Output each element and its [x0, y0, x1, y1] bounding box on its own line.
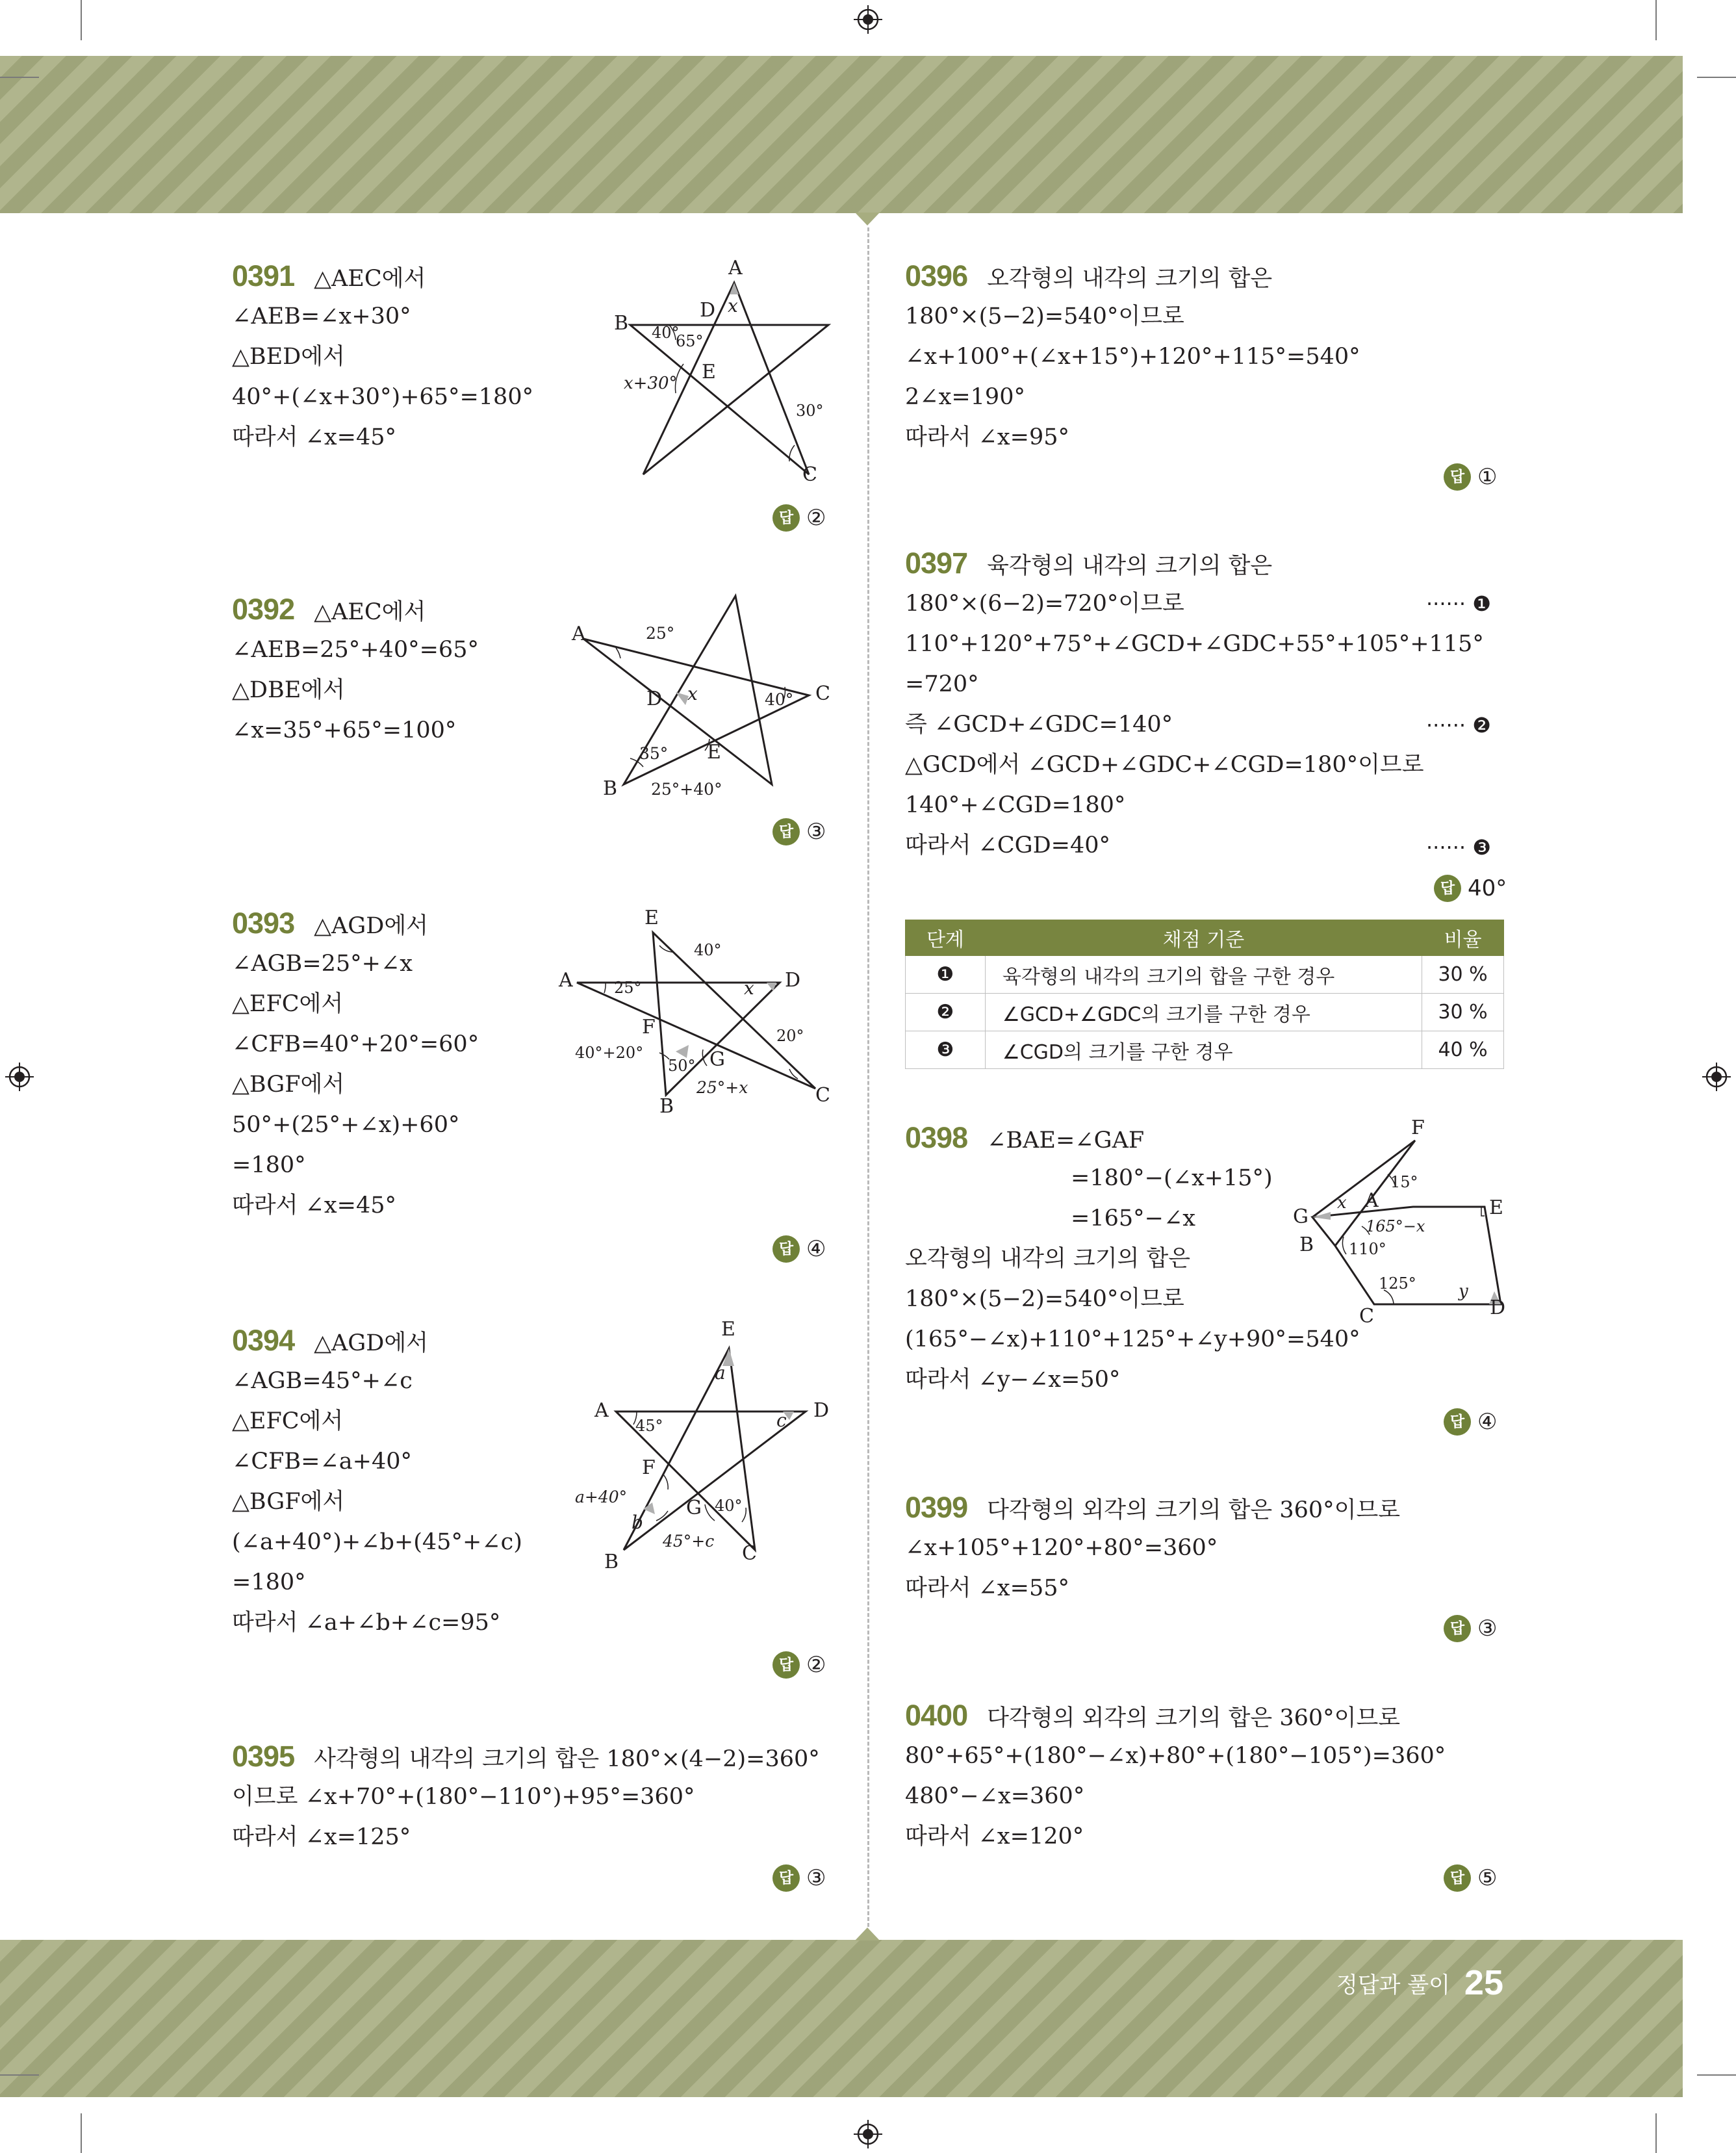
problem-0400 [905, 1695, 1446, 1857]
figure-label: 30° [796, 402, 824, 420]
footer-notch [855, 1927, 880, 1940]
problem-number: 0393 [232, 907, 295, 940]
solution-line: =165°−∠x [1071, 1205, 1196, 1231]
problem-number: 0395 [232, 1740, 295, 1773]
solution-line: 180°×(6−2)=720°이므로 [905, 591, 1184, 617]
figure-label: y [1459, 1282, 1468, 1301]
solution-line: ∠x=35°+65°=100° [232, 717, 457, 743]
problem-0399 [905, 1488, 1400, 1608]
figure-label: D [700, 299, 716, 322]
figure-label: C [802, 463, 817, 486]
figure-label: a [715, 1362, 726, 1384]
table-cell-step: ❷ [906, 994, 986, 1031]
answer-0395 [772, 1864, 826, 1892]
crop-mark [0, 77, 39, 78]
table-row [906, 1031, 1504, 1069]
solution-line: =180° [232, 1569, 306, 1595]
figure-label: G [709, 1048, 725, 1071]
figure-label: x+30° [624, 374, 678, 393]
problem-0397 [905, 543, 1484, 866]
figure-label: x [1337, 1193, 1347, 1213]
figure-label: E [702, 361, 716, 383]
figure-label: 40° [694, 941, 722, 959]
table-cell-step: ❶ [906, 956, 986, 994]
crop-mark [81, 0, 82, 40]
answer-0396 [1444, 463, 1497, 491]
solution-line: =180° [232, 1152, 306, 1178]
problem-number: 0391 [232, 259, 295, 292]
figure-label: 65° [676, 332, 704, 350]
answer-badge: 답 [772, 504, 800, 532]
solution-line: (165°−∠x)+110°+125°+∠y+90°=540° [905, 1326, 1360, 1352]
scoring-table [905, 920, 1504, 1069]
header-notch [855, 213, 880, 226]
crop-mark [81, 2113, 82, 2153]
table-cell-ratio: 30 % [1422, 994, 1504, 1031]
page-number: 25 [1464, 1963, 1503, 2002]
figure-label: 165°−x [1366, 1217, 1425, 1235]
registration-mark-icon [852, 2119, 884, 2150]
problem-0391 [232, 256, 533, 458]
table-header: 비율 [1422, 920, 1504, 956]
figure-label: B [603, 777, 618, 800]
figure-label: 45°+c [663, 1532, 715, 1551]
solution-line: ∠AGB=25°+∠x [232, 951, 413, 977]
solution-line: 다각형의 외각의 크기의 합은 360°이므로 [987, 1705, 1401, 1731]
figure-label: 25° [614, 979, 642, 997]
solution-line: 2∠x=190° [905, 384, 1025, 410]
problem-number: 0398 [905, 1121, 968, 1154]
solution-line: 110°+120°+75°+∠GCD+∠GDC+55°+105°+115° [905, 631, 1484, 657]
solution-line: 50°+(25°+∠x)+60° [232, 1112, 460, 1138]
answer-0392 [772, 818, 826, 846]
answer-0398 [1444, 1408, 1497, 1436]
solution-line: ∠x+100°+(∠x+15°)+120°+115°=540° [905, 344, 1360, 370]
answer-value: ① [1477, 464, 1498, 490]
figure-label: D [813, 1399, 830, 1422]
solution-line: △BGF에서 [232, 1072, 345, 1098]
answer-badge: 답 [772, 1864, 800, 1892]
polygon-figure-0398 [1293, 1116, 1507, 1329]
figure-label: 40° [652, 324, 680, 342]
solution-line: 육각형의 내각의 크기의 합은 [987, 553, 1273, 579]
solution-line: 오각형의 내각의 크기의 합은 [987, 266, 1273, 292]
footer-title: 정답과 풀이 [1336, 1972, 1450, 1998]
table-header: 채점 기준 [985, 920, 1422, 956]
solution-line: △AEC에서 [314, 266, 426, 292]
figure-label: B [1299, 1233, 1314, 1256]
solution-line: △AEC에서 [314, 599, 426, 625]
figure-label: E [645, 907, 659, 929]
answer-value: ④ [1477, 1409, 1498, 1435]
figure-label: C [815, 682, 830, 705]
solution-line: 따라서 ∠y−∠x=50° [905, 1367, 1121, 1393]
solution-line: 따라서 ∠x=95° [905, 424, 1069, 450]
step-mark-3: ······ ❸ [1426, 835, 1491, 860]
answer-badge: 답 [1444, 1864, 1471, 1892]
solution-line: ∠CFB=∠a+40° [232, 1449, 412, 1475]
solution-line: △EFC에서 [232, 1408, 344, 1434]
figure-label: 45° [635, 1417, 663, 1435]
figure-label: B [604, 1551, 619, 1573]
figure-label: G [686, 1497, 702, 1519]
figure-label: 40°+20° [575, 1044, 644, 1062]
figure-label: 20° [776, 1027, 804, 1045]
answer-value: ③ [806, 819, 826, 845]
figure-label: F [1411, 1116, 1425, 1139]
registration-mark-icon [1701, 1061, 1732, 1092]
problem-number: 0400 [905, 1699, 968, 1732]
figure-label: 50° [668, 1057, 696, 1075]
table-cell-criterion: 육각형의 내각의 크기의 합을 구한 경우 [985, 956, 1422, 994]
star-figure-0391 [611, 257, 845, 491]
figure-label: 40° [715, 1497, 743, 1515]
problem-0396 [905, 256, 1360, 458]
figure-label: 125° [1379, 1274, 1416, 1293]
solution-line: 480°−∠x=360° [905, 1783, 1085, 1809]
solution-line: △AGD에서 [314, 1330, 428, 1356]
crop-mark [1697, 77, 1736, 78]
figure-label: C [815, 1084, 830, 1107]
answer-0394 [772, 1651, 826, 1679]
solution-line: ∠AGB=45°+∠c [232, 1368, 413, 1394]
figure-label: A [572, 623, 586, 645]
problem-0392 [232, 589, 479, 751]
figure-label: 25°+40° [651, 780, 722, 799]
header-band [0, 56, 1683, 213]
answer-badge: 답 [1444, 1408, 1471, 1436]
answer-0399 [1444, 1614, 1497, 1643]
answer-value: 40° [1468, 875, 1507, 901]
figure-label: 40° [765, 690, 794, 709]
answer-badge: 답 [772, 1651, 800, 1679]
star-figure-0392 [565, 588, 838, 803]
solution-line: 오각형의 내각의 크기의 합은 [905, 1246, 1191, 1272]
solution-line: ∠AEB=∠x+30° [232, 303, 411, 329]
table-cell-ratio: 30 % [1422, 956, 1504, 994]
crop-mark [1655, 0, 1657, 40]
solution-line: △EFC에서 [232, 991, 344, 1017]
solution-line: 80°+65°+(180°−∠x)+80°+(180°−105°)=360° [905, 1743, 1446, 1769]
solution-line: 따라서 ∠a+∠b+∠c=95° [232, 1610, 501, 1636]
figure-label: x [687, 683, 698, 704]
figure-label: D [785, 969, 801, 992]
solution-line: 이므로 ∠x+70°+(180°−110°)+95°=360° [232, 1784, 695, 1810]
figure-label: B [614, 312, 629, 335]
answer-0400 [1444, 1864, 1497, 1892]
figure-label: A [728, 257, 743, 279]
answer-badge: 답 [1434, 875, 1461, 902]
problem-0398 [905, 1118, 1360, 1400]
page-footer [1336, 1963, 1503, 2003]
problem-number: 0399 [905, 1491, 968, 1524]
solution-line: 180°×(5−2)=540°이므로 [905, 303, 1184, 329]
answer-0391 [772, 504, 826, 532]
solution-line: ∠x+105°+120°+80°=360° [905, 1535, 1218, 1561]
figure-label: A [1364, 1189, 1379, 1212]
table-row [906, 956, 1504, 994]
figure-label: A [559, 969, 573, 992]
answer-badge: 답 [772, 818, 800, 845]
figure-label: c [776, 1410, 787, 1431]
problem-number: 0394 [232, 1324, 295, 1357]
solution-line: 40°+(∠x+30°)+65°=180° [232, 384, 534, 410]
answer-0393 [772, 1235, 826, 1263]
registration-mark-icon [4, 1061, 35, 1092]
figure-label: 110° [1349, 1240, 1386, 1258]
solution-line: ∠AEB=25°+40°=65° [232, 637, 479, 663]
figure-label: b [632, 1512, 643, 1533]
figure-label: 35° [639, 744, 669, 763]
figure-label: B [659, 1095, 674, 1118]
answer-value: ④ [806, 1236, 826, 1262]
answer-value: ② [806, 505, 826, 531]
figure-label: C [742, 1542, 757, 1565]
problem-number: 0397 [905, 547, 968, 580]
answer-badge: 답 [1444, 463, 1471, 491]
problem-number: 0396 [905, 259, 968, 292]
answer-value: ③ [806, 1865, 826, 1891]
problem-0393 [232, 903, 479, 1226]
answer-value: ② [806, 1652, 826, 1678]
figure-label: D [646, 688, 663, 710]
solution-line: △BGF에서 [232, 1489, 345, 1515]
solution-line: =720° [905, 671, 979, 697]
answer-value: ③ [1477, 1616, 1498, 1642]
solution-line: 따라서 ∠x=45° [232, 1193, 396, 1218]
crop-mark [1697, 2074, 1736, 2076]
crop-mark [1655, 2113, 1657, 2153]
problem-0395 [232, 1736, 820, 1857]
star-figure-0394 [572, 1319, 845, 1579]
solution-line: 따라서 ∠x=120° [905, 1824, 1084, 1850]
figure-label: F [642, 1456, 656, 1479]
crop-mark [0, 2074, 39, 2076]
table-row [906, 994, 1504, 1031]
table-cell-ratio: 40 % [1422, 1031, 1504, 1069]
answer-badge: 답 [772, 1235, 800, 1263]
figure-label: C [1359, 1305, 1374, 1328]
figure-label: E [707, 741, 721, 764]
problem-0394 [232, 1321, 522, 1643]
figure-label: E [1489, 1196, 1503, 1219]
solution-line: ∠CFB=40°+20°=60° [232, 1031, 479, 1057]
solution-line: 따라서 ∠x=55° [905, 1575, 1069, 1601]
figure-label: 25°+x [696, 1078, 748, 1097]
solution-line: 즉 ∠GCD+∠GDC=140° [905, 712, 1173, 738]
registration-mark-icon [852, 4, 884, 35]
figure-label: 15° [1390, 1173, 1418, 1191]
solution-line: 따라서 ∠x=125° [232, 1824, 411, 1850]
solution-line: 사각형의 내각의 크기의 합은 180°×(4−2)=360° [314, 1746, 820, 1772]
solution-line: △GCD에서 ∠GCD+∠GDC+∠CGD=180°이므로 [905, 752, 1424, 778]
answer-0397 [1434, 874, 1507, 903]
step-mark-1: ······ ❶ [1426, 591, 1491, 616]
table-cell-criterion: ∠GCD+∠GDC의 크기를 구한 경우 [985, 994, 1422, 1031]
table-header: 단계 [906, 920, 986, 956]
figure-label: x [728, 295, 738, 316]
figure-label: D [1490, 1296, 1506, 1319]
solution-line: 따라서 ∠x=45° [232, 424, 396, 450]
column-divider [867, 227, 869, 1927]
answer-value: ⑤ [1477, 1865, 1498, 1891]
figure-label: a+40° [575, 1488, 628, 1506]
answer-badge: 답 [1444, 1615, 1471, 1642]
problem-number: 0392 [232, 593, 295, 626]
solution-line: △BED에서 [232, 344, 345, 370]
table-cell-criterion: ∠CGD의 크기를 구한 경우 [985, 1031, 1422, 1069]
solution-line: 다각형의 외각의 크기의 합은 360°이므로 [987, 1497, 1401, 1523]
figure-label: A [594, 1399, 609, 1422]
figure-label: F [642, 1016, 656, 1038]
solution-line: 180°×(5−2)=540°이므로 [905, 1286, 1184, 1312]
solution-line: △AGD에서 [314, 913, 428, 939]
table-cell-step: ❸ [906, 1031, 986, 1069]
solution-line: (∠a+40°)+∠b+(45°+∠c) [232, 1529, 522, 1555]
solution-line: 따라서 ∠CGD=40° [905, 832, 1111, 858]
figure-label: E [721, 1318, 735, 1341]
solution-line: △DBE에서 [232, 677, 345, 703]
step-mark-2: ······ ❷ [1426, 713, 1491, 738]
solution-line: 140°+∠CGD=180° [905, 792, 1126, 818]
solution-line: ∠BAE=∠GAF [987, 1128, 1145, 1154]
star-figure-0393 [559, 903, 845, 1118]
figure-label: G [1293, 1205, 1308, 1228]
figure-label: 25° [646, 624, 675, 643]
solution-line: =180°−(∠x+15°) [1071, 1165, 1273, 1191]
figure-label: x [744, 977, 754, 999]
